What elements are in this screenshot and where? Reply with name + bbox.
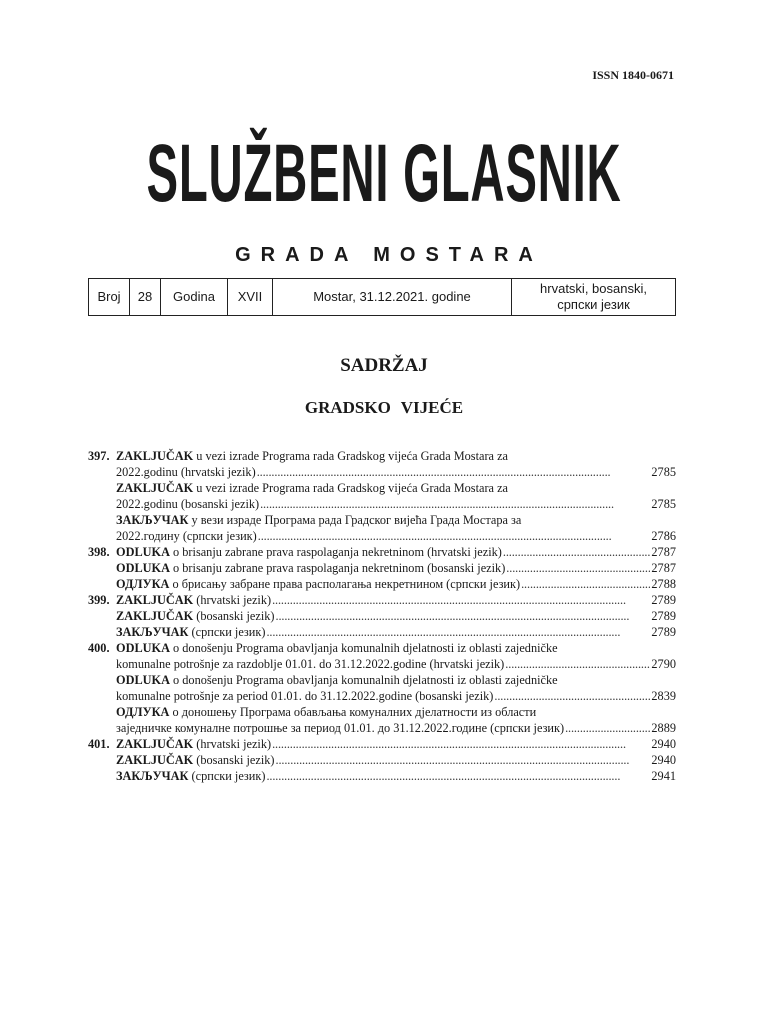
toc-entry-title: ODLUKA <box>116 641 170 655</box>
toc-entry-title: ODLUKA <box>116 561 170 575</box>
toc-indent <box>88 496 116 512</box>
toc-dot-leader <box>494 688 650 704</box>
toc-page-number: 2790 <box>651 657 676 671</box>
toc-entry-text: komunalne potrošnje za period 01.01. do 31.12.2022.godine (bosanski jezik) <box>116 689 494 703</box>
toc-entry-description: o brisanju zabrane prava raspolaganja nekretninom (hrvatski jezik) <box>169 545 502 559</box>
toc-entry-text: заједничке комуналне потрошње за период 01.01. до 31.12.2022.године (српски језик) <box>116 721 565 735</box>
toc-line <box>88 528 676 544</box>
place-date: Mostar, 31.12.2021. godine <box>273 279 512 316</box>
toc-entry-text <box>116 608 275 624</box>
toc-dot-leader <box>266 624 650 640</box>
table-of-contents <box>88 448 676 784</box>
toc-entry-title: ЗАКЉУЧАК <box>116 513 189 527</box>
toc-entry-text: 2022.годину (српски језик) <box>116 529 257 543</box>
toc-line <box>88 560 676 576</box>
toc-indent <box>88 560 116 576</box>
toc-entry-title: ОДЛУКА <box>116 705 170 719</box>
toc-line <box>88 608 676 624</box>
masthead-title: SLUŽBENI GLASNIK <box>146 126 622 220</box>
toc-line <box>88 496 676 512</box>
toc-entry-text <box>116 704 536 720</box>
toc-line <box>88 464 676 480</box>
toc-entry-title: ЗАКЉУЧАК <box>116 625 189 639</box>
toc-dot-leader <box>565 720 650 736</box>
toc-entry-description: о доношењу Програма обављања комуналних дјелатности из области <box>169 705 537 719</box>
toc-item-number: 398. <box>88 545 110 559</box>
toc-line <box>88 704 676 720</box>
toc-indent <box>88 480 116 496</box>
toc-dot-leader <box>258 528 651 544</box>
toc-entry-text <box>116 576 520 592</box>
toc-entry-text <box>116 544 502 560</box>
toc-entry-text: komunalne potrošnje za razdoblje 01.01. do 31.12.2022.godine (hrvatski jezik) <box>116 657 505 671</box>
toc-entry-title: ZAKLJUČAK <box>116 737 194 751</box>
toc-line <box>88 656 676 672</box>
toc-page-number: 2889 <box>651 721 676 735</box>
toc-line <box>88 640 676 656</box>
toc-entry-description: (hrvatski jezik) <box>193 593 272 607</box>
toc-indent <box>88 672 116 688</box>
toc-dot-leader <box>266 768 650 784</box>
toc-entry-text <box>116 672 558 688</box>
toc-page-number: 2941 <box>651 769 676 783</box>
toc-page-number: 2940 <box>651 753 676 767</box>
toc-entry-title: ODLUKA <box>116 673 170 687</box>
toc-entry-text <box>116 736 271 752</box>
toc-entry-description: u vezi izrade Programa rada Gradskog vijeća Grada Mostara za <box>193 449 509 463</box>
section-heading: GRADSKO VIJEĆE <box>304 398 464 417</box>
toc-entry-title: ЗАКЉУЧАК <box>116 769 189 783</box>
toc-entry-title: ОДЛУКА <box>116 577 170 591</box>
toc-page-number: 2787 <box>651 545 676 559</box>
toc-indent <box>88 752 116 768</box>
toc-indent <box>88 608 116 624</box>
toc-page-number: 2788 <box>651 577 676 591</box>
toc-entry-description: (bosanski jezik) <box>193 753 275 767</box>
toc-entry-description: o brisanju zabrane prava raspolaganja nekretninom (bosanski jezik) <box>169 561 506 575</box>
toc-entry-text <box>116 448 508 464</box>
toc-item-number: 401. <box>88 737 110 751</box>
issn-label: ISSN 1840-0671 <box>592 68 674 82</box>
issue-info-table <box>88 278 676 316</box>
toc-entry-text <box>116 560 505 576</box>
toc-entry-title: ZAKLJUČAK <box>116 593 194 607</box>
toc-entry-text <box>116 752 275 768</box>
toc-line <box>88 736 676 752</box>
toc-page-number: 2789 <box>651 593 676 607</box>
toc-line <box>88 768 676 784</box>
toc-entry-title: ODLUKA <box>116 545 170 559</box>
toc-line <box>88 752 676 768</box>
broj-label: Broj <box>89 279 130 316</box>
toc-dot-leader <box>276 752 651 768</box>
toc-entry-text: 2022.godinu (hrvatski jezik) <box>116 465 256 479</box>
toc-item-number: 400. <box>88 641 110 655</box>
toc-line <box>88 672 676 688</box>
toc-page-number: 2789 <box>651 625 676 639</box>
toc-indent <box>88 512 116 528</box>
toc-entry-text <box>116 592 271 608</box>
toc-item-number: 397. <box>88 449 110 463</box>
toc-entry-text <box>116 640 558 656</box>
toc-page-number: 2789 <box>651 609 676 623</box>
toc-line <box>88 448 676 464</box>
toc-page-number: 2785 <box>651 497 676 511</box>
toc-dot-leader <box>521 576 650 592</box>
toc-entry-description: (српски језик) <box>188 769 266 783</box>
toc-page-number: 2787 <box>651 561 676 575</box>
toc-line <box>88 624 676 640</box>
toc-entry-description: o donošenju Programa obavljanja komunalnih djelatnosti iz oblasti zajedničke <box>169 673 558 687</box>
toc-entry-description: (hrvatski jezik) <box>193 737 272 751</box>
toc-dot-leader <box>272 592 650 608</box>
toc-dot-leader <box>257 464 651 480</box>
toc-dot-leader <box>272 736 650 752</box>
toc-line <box>88 480 676 496</box>
toc-line <box>88 576 676 592</box>
godina-label: Godina <box>161 279 228 316</box>
godina-value: XVII <box>228 279 273 316</box>
toc-entry-title: ZAKLJUČAK <box>116 449 194 463</box>
toc-entry-description: o donošenju Programa obavljanja komunalnih djelatnosti iz oblasti zajedničke <box>169 641 558 655</box>
toc-entry-title: ZAKLJUČAK <box>116 481 194 495</box>
toc-indent <box>88 464 116 480</box>
toc-entry-text <box>116 624 265 640</box>
toc-dot-leader <box>276 608 651 624</box>
toc-dot-leader <box>506 560 650 576</box>
toc-dot-leader <box>505 656 650 672</box>
toc-line <box>88 544 676 560</box>
toc-entry-text <box>116 480 508 496</box>
toc-indent <box>88 720 116 736</box>
toc-page-number: 2940 <box>651 737 676 751</box>
toc-item-number: 399. <box>88 593 110 607</box>
toc-entry-text <box>116 512 521 528</box>
languages-cell <box>512 279 676 316</box>
toc-line <box>88 512 676 528</box>
toc-indent <box>88 688 116 704</box>
masthead-subtitle: GRADA MOSTARA <box>235 244 543 266</box>
toc-entry-description: (bosanski jezik) <box>193 609 275 623</box>
broj-value: 28 <box>130 279 161 316</box>
toc-indent <box>88 768 116 784</box>
toc-indent <box>88 704 116 720</box>
toc-entry-description: u vezi izrade Programa rada Gradskog vijeća Grada Mostara za <box>193 481 509 495</box>
toc-entry-text <box>116 768 265 784</box>
toc-line <box>88 592 676 608</box>
contents-heading: SADRŽAJ <box>340 355 428 376</box>
toc-page-number: 2785 <box>651 465 676 479</box>
toc-indent <box>88 528 116 544</box>
languages-line-1: hrvatski, bosanski, <box>540 280 647 296</box>
toc-dot-leader <box>503 544 651 560</box>
toc-line <box>88 720 676 736</box>
toc-page-number: 2786 <box>651 529 676 543</box>
toc-indent <box>88 624 116 640</box>
languages-line-2: српски језик <box>557 297 630 312</box>
toc-entry-description: о брисању забране права располагања некретнином (српски језик) <box>169 577 521 591</box>
toc-dot-leader <box>260 496 650 512</box>
toc-entry-title: ZAKLJUČAK <box>116 609 194 623</box>
toc-indent <box>88 576 116 592</box>
toc-entry-title: ZAKLJUČAK <box>116 753 194 767</box>
toc-entry-description: у вези израде Програма рада Градског вијећа Града Мостара за <box>188 513 522 527</box>
toc-entry-text: 2022.godinu (bosanski jezik) <box>116 497 260 511</box>
toc-entry-description: (српски језик) <box>188 625 266 639</box>
toc-page-number: 2839 <box>651 689 676 703</box>
toc-indent <box>88 656 116 672</box>
toc-line <box>88 688 676 704</box>
